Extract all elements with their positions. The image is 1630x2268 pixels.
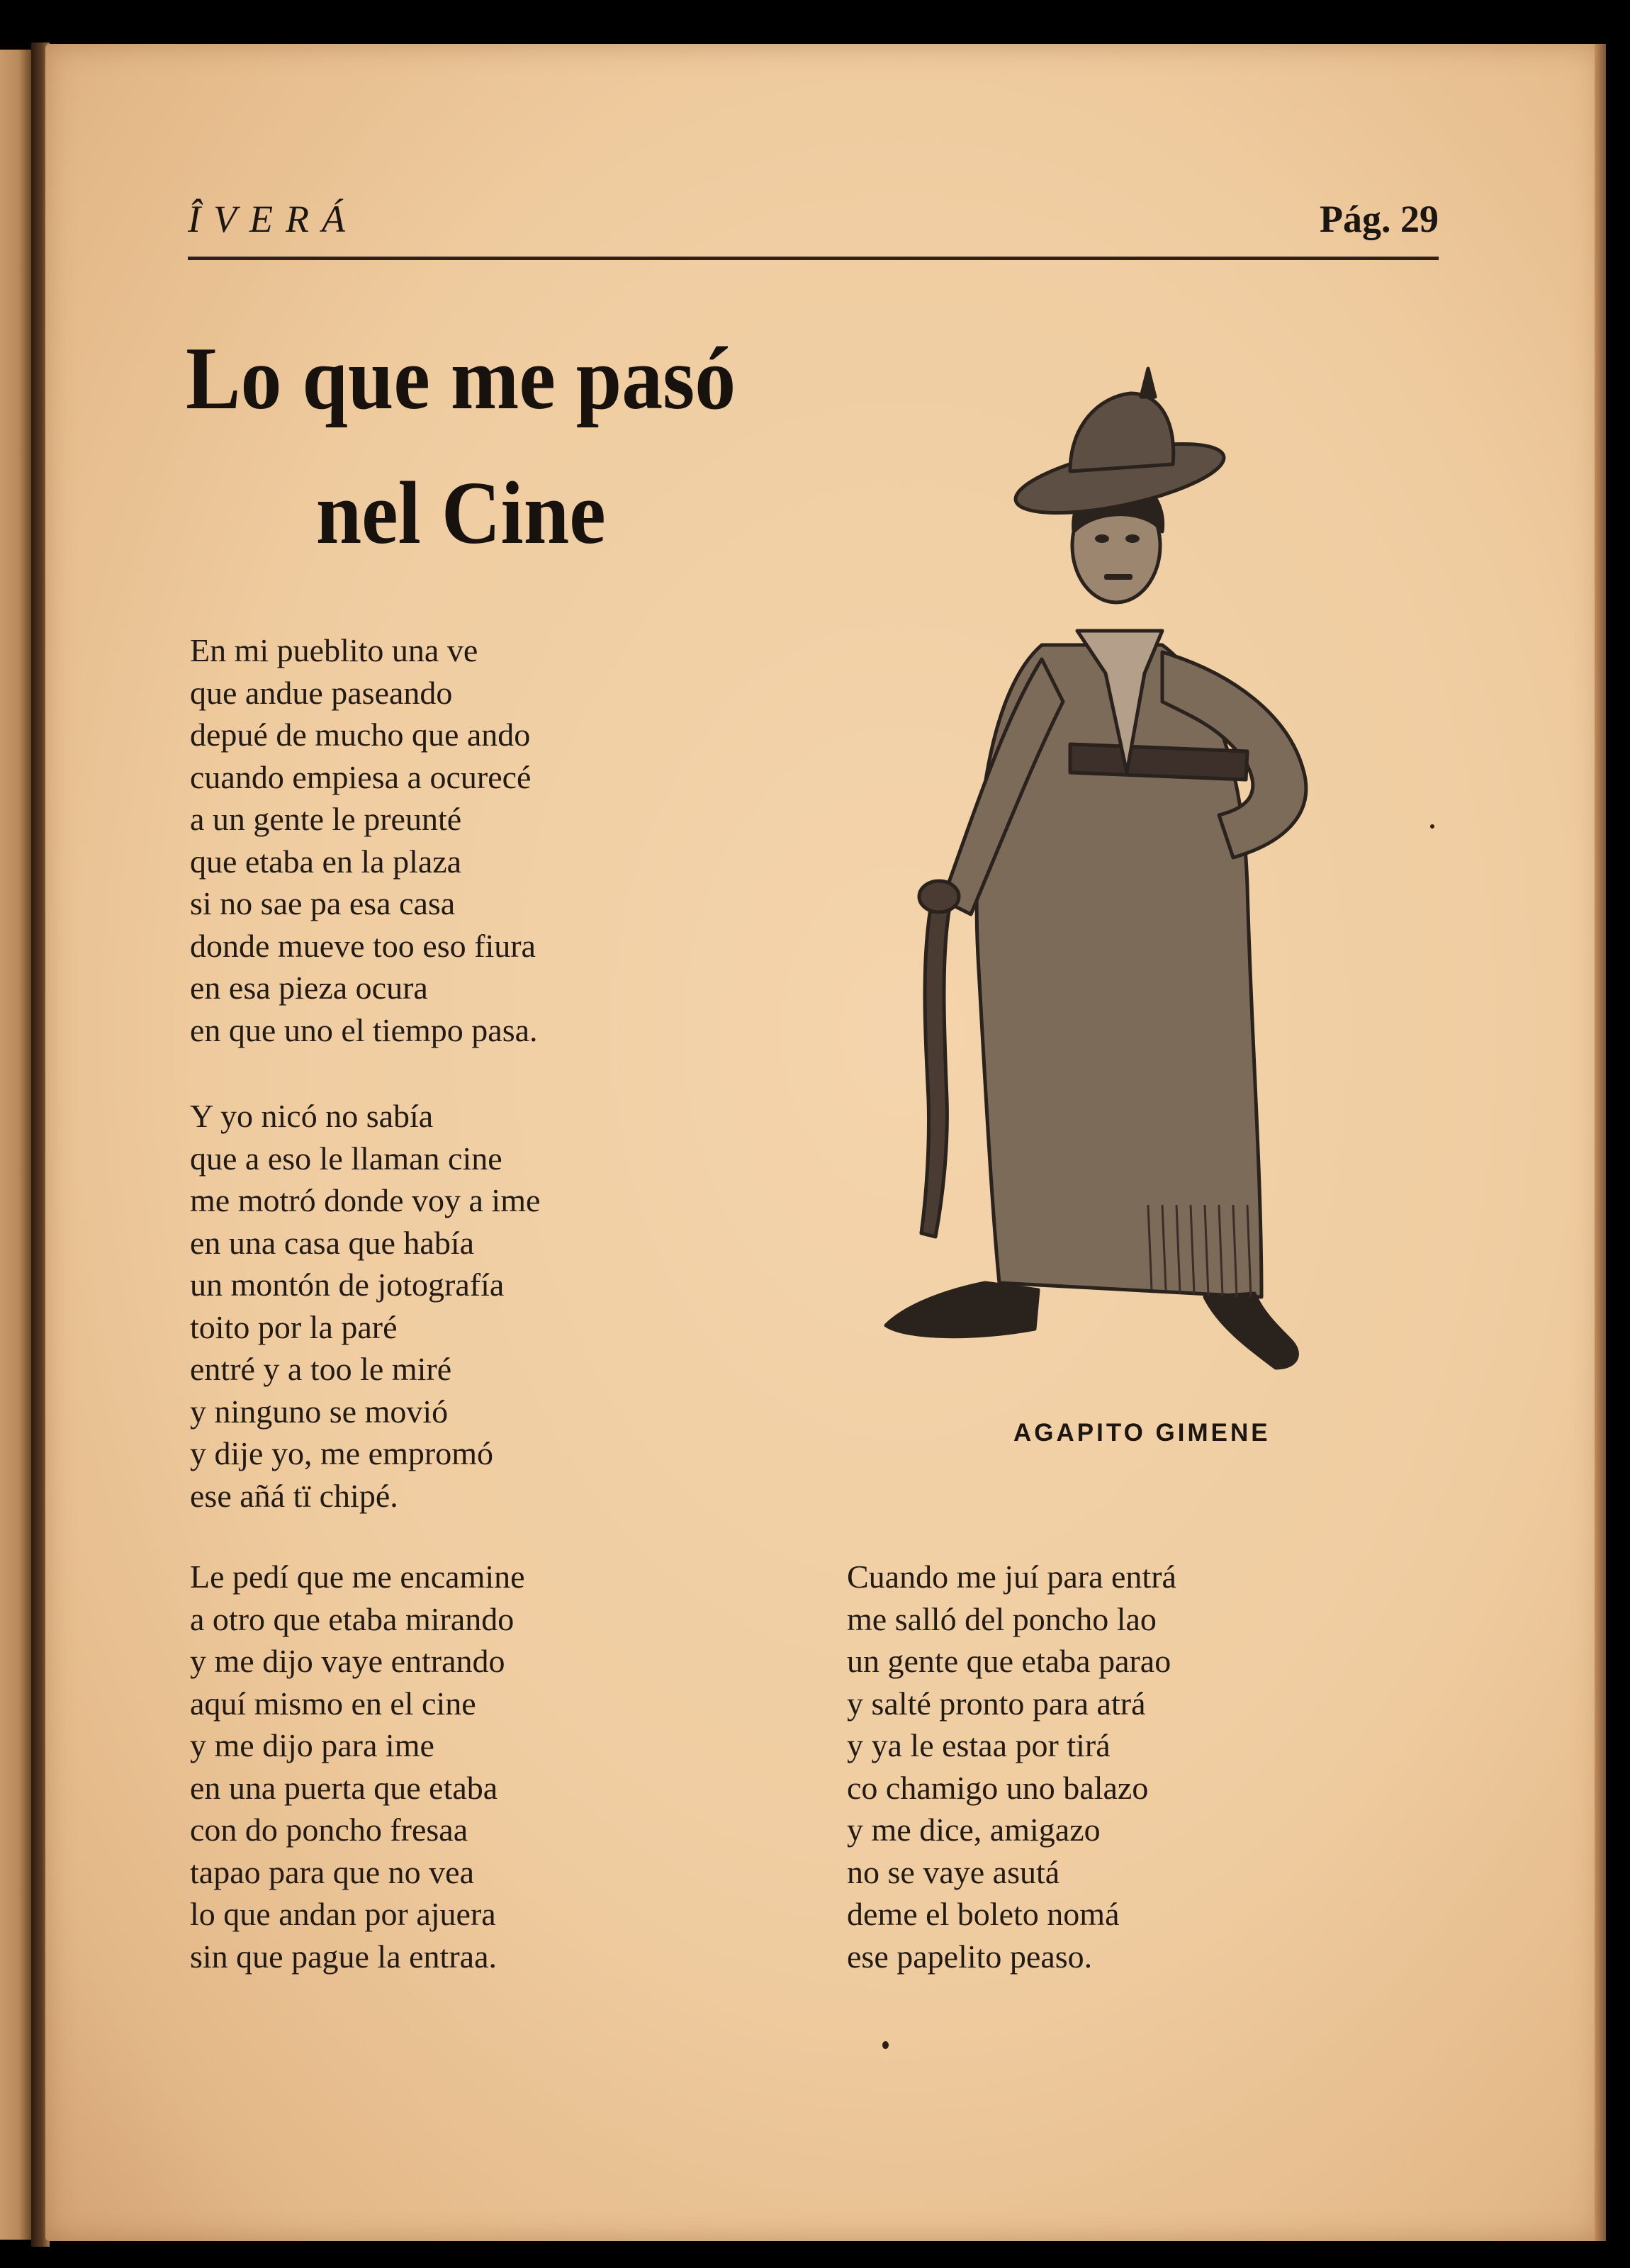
verse-line: y me dijo vaye entrando [190,1643,505,1679]
verse-line: ese papelito peaso. [847,1938,1093,1975]
article-title [177,312,744,581]
verse-line: ese añá tï chipé. [190,1477,398,1514]
verse-line: me motró donde voy a ime [190,1182,541,1218]
verse-line: toito por la paré [190,1308,398,1345]
verse-line: Y yo nicó no sabía [190,1098,434,1134]
poem-stanza-1 [190,629,538,1051]
poem-stanza-2 [190,1095,540,1517]
verse-line: depué de mucho que ando [190,717,531,753]
verse-line: en esa pieza ocura [190,970,428,1006]
verse-line: un montón de jotografía [190,1267,505,1303]
verse-line: que a eso le llaman cine [190,1140,502,1177]
verse-line: y me dice, amigazo [847,1812,1101,1848]
verse-line: no se vaye asutá [847,1853,1060,1890]
ink-speck [1430,824,1434,829]
running-title: ÎVERÁ [188,198,358,240]
verse-line: a otro que etaba mirando [190,1600,515,1637]
verse-line: en una casa que había [190,1224,475,1261]
page-right-edge [1595,44,1606,2241]
verse-line: y me dijo para ime [190,1727,434,1763]
ink-speck [882,2041,889,2049]
verse-line: y dije yo, me empromó [190,1435,493,1471]
verse-line: en que uno el tiempo pasa. [190,1011,538,1048]
illustration-caption: AGAPITO GIMENE [1013,1419,1271,1447]
verse-line: con do poncho fresaa [190,1812,468,1848]
verse-line: deme el boleto nomá [847,1896,1120,1932]
verse-line: lo que andan por ajuera [190,1896,496,1932]
verse-line: y salté pronto para atrá [847,1685,1146,1722]
verse-line: donde mueve too eso fiura [190,927,536,964]
verse-line: me salló del poncho lao [847,1600,1157,1637]
previous-page-edge [0,50,31,2240]
verse-line: a un gente le preunté [190,801,462,837]
verse-line: entré y a too le miré [190,1351,452,1387]
poem-stanza-3 [190,1556,525,1977]
gaucho-illustration [865,319,1389,1396]
title-line-1: Lo que me pasó [186,330,736,428]
verse-line: sin que pague la entraa. [190,1938,497,1975]
page-number: Pág. 29 [1320,198,1439,240]
verse-line: cuando empiesa a ocurecé [190,758,532,795]
page-header [188,193,1439,260]
verse-line: tapao para que no vea [190,1853,475,1890]
verse-line: Le pedí que me encamine [190,1559,525,1595]
verse-line: y ya le estaa por tirá [847,1727,1111,1763]
verse-line: co chamigo uno balazo [847,1769,1149,1806]
verse-line: que etaba en la plaza [190,843,462,880]
poem-stanza-4 [847,1556,1176,1977]
title-line-2: nel Cine [315,464,606,563]
verse-line: en una puerta que etaba [190,1769,498,1806]
verse-line: que andue paseando [190,674,453,711]
verse-line: En mi pueblito una ve [190,632,478,668]
verse-line: Cuando me juí para entrá [847,1559,1176,1595]
verse-line: aquí mismo en el cine [190,1685,476,1722]
verse-line: si no sae pa esa casa [190,885,456,921]
verse-line: un gente que etaba parao [847,1643,1171,1679]
verse-line: y ninguno se movió [190,1393,449,1430]
